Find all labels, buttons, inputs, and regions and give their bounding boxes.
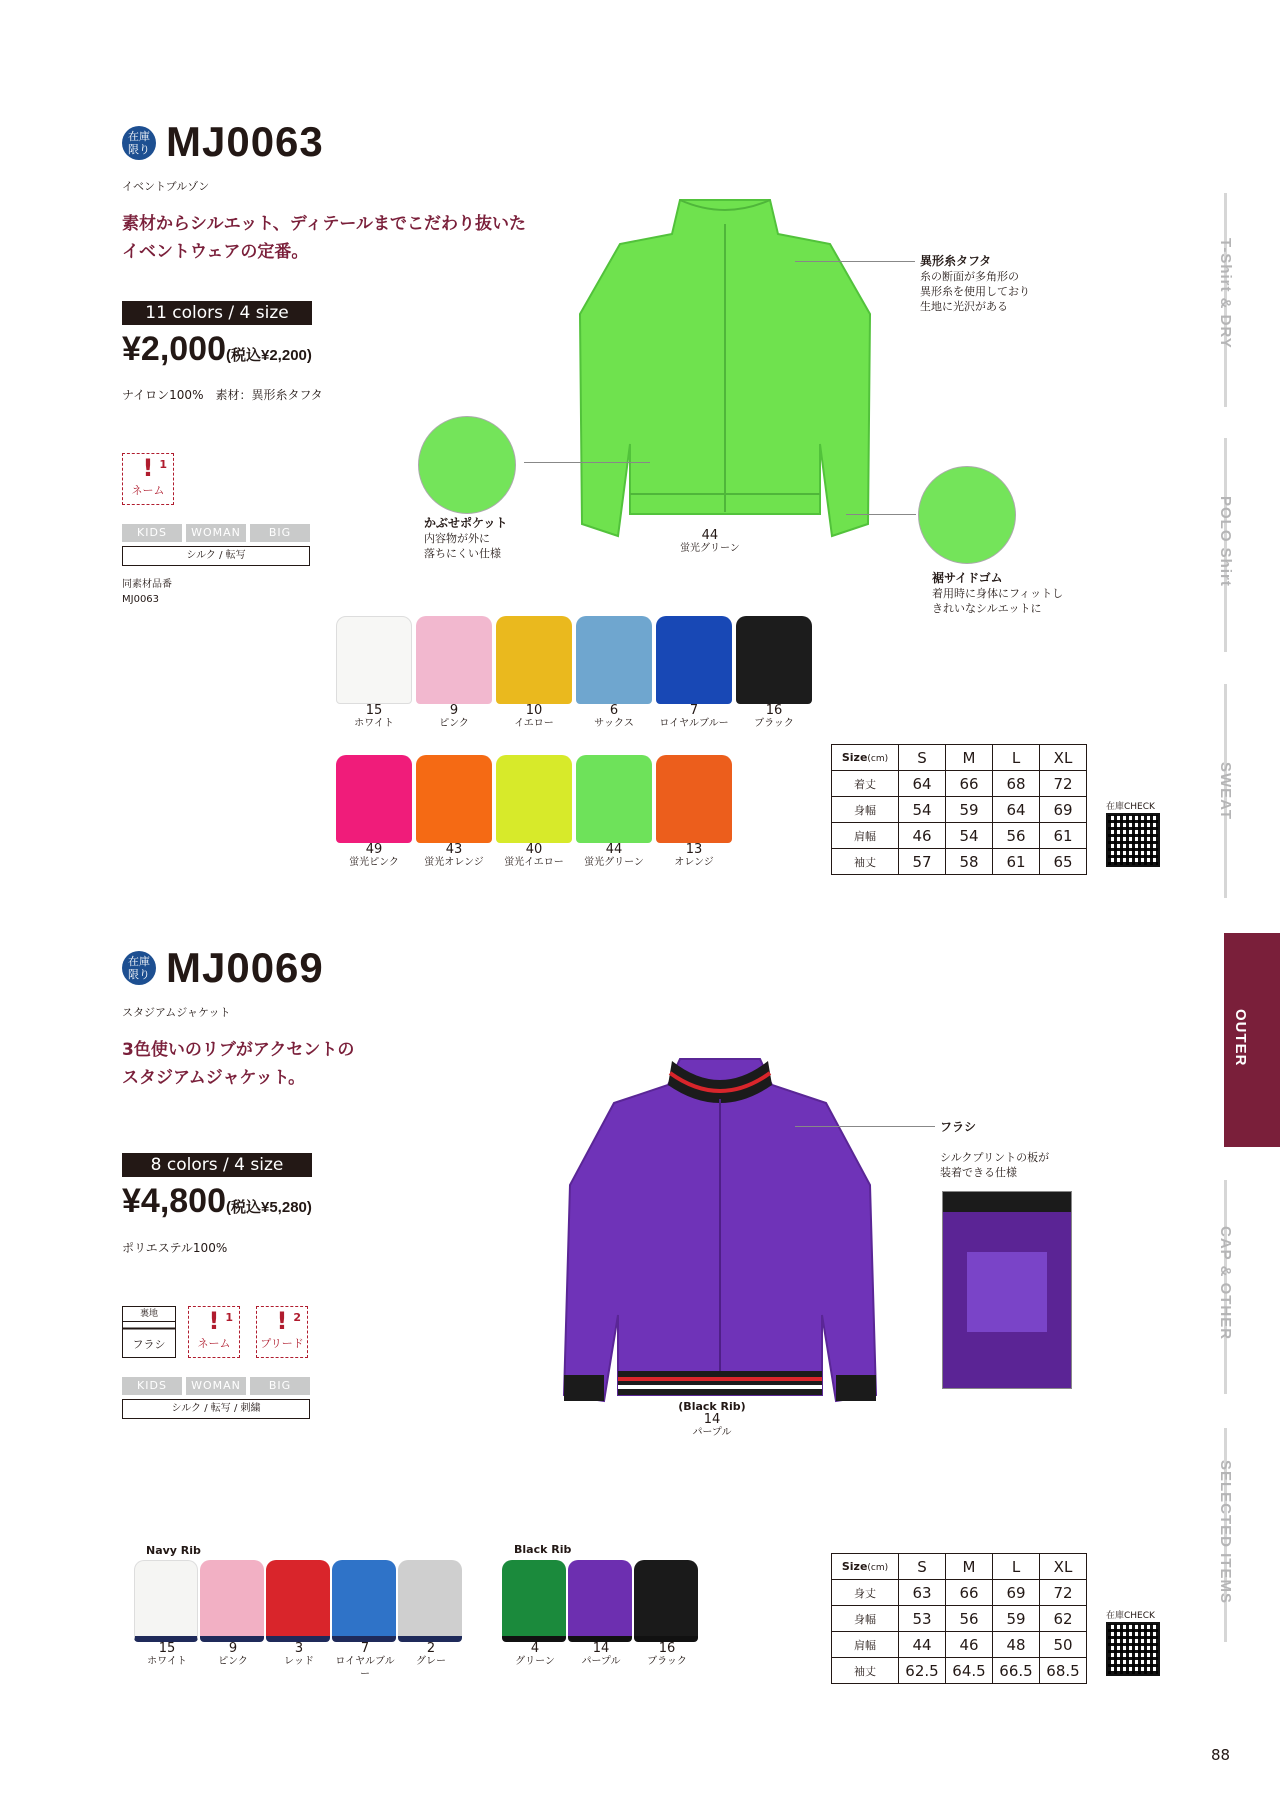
- leader-line: [846, 514, 916, 515]
- size-col: S: [899, 1554, 946, 1580]
- swatch-num: 6: [609, 703, 619, 718]
- name-tag-icon: ! 1 ネーム: [188, 1306, 240, 1358]
- jacket-thumbnail: [200, 1560, 264, 1642]
- main-color-num: 44: [701, 528, 719, 543]
- size-table-row: [832, 1606, 1087, 1632]
- stock-limited-badge: [122, 951, 156, 985]
- cell: 64: [899, 771, 946, 797]
- size-col: XL: [1040, 1554, 1087, 1580]
- swatch-name: グリーン: [515, 1656, 555, 1667]
- icon-num: 1: [225, 1311, 233, 1324]
- callout-line: 落ちにくい仕様: [424, 547, 501, 560]
- product-name: スタジアムジャケット: [122, 1006, 231, 1019]
- pleat-icon: ! 2 プリード: [256, 1306, 308, 1358]
- color-swatches-row-2: [336, 755, 732, 869]
- cell: 59: [993, 1606, 1040, 1632]
- jacket-thumbnail: [266, 1560, 330, 1642]
- tag-woman: WOMAN: [186, 524, 246, 542]
- swatch-name: ブラック: [754, 718, 794, 729]
- catch-line-2: スタジアムジャケット。: [122, 1068, 306, 1088]
- color-swatch: [576, 755, 652, 869]
- size-table-row: [832, 797, 1087, 823]
- swatch-num: 15: [365, 703, 383, 718]
- swatch-num: 16: [765, 703, 783, 718]
- cell: 50: [1040, 1632, 1087, 1658]
- swatch-num: 2: [426, 1641, 436, 1656]
- size-label: Size: [841, 751, 868, 764]
- leader-line: [524, 462, 650, 463]
- main-jacket-green: [570, 194, 880, 546]
- swatch-name: グレー: [416, 1656, 446, 1667]
- cell: 48: [993, 1632, 1040, 1658]
- size-tags: [122, 1377, 310, 1395]
- size-table-header: [832, 1554, 1087, 1580]
- row-label: 肩幅: [832, 823, 899, 849]
- icon-label: プリード: [260, 1337, 304, 1350]
- collar-shape: [943, 1192, 1071, 1212]
- jacket-thumbnail: [416, 616, 492, 704]
- sidebar-item-outer-active[interactable]: [1224, 933, 1280, 1147]
- jacket-thumbnail: [634, 1560, 698, 1642]
- price-value: ¥4,800: [122, 1182, 226, 1220]
- swatch-name: サックス: [594, 718, 634, 729]
- swatch-name: 蛍光オレンジ: [424, 857, 484, 868]
- callout-line: 異形糸を使用しており: [920, 285, 1030, 298]
- swatch-name: ブラック: [647, 1656, 687, 1667]
- tag-big: BIG: [250, 524, 310, 542]
- swatch-name: ピンク: [439, 718, 469, 729]
- swatch-num: 14: [592, 1641, 610, 1656]
- product-code: MJ0063: [166, 118, 324, 165]
- swatch-name: ホワイト: [354, 718, 394, 729]
- material: ポリエステル100%: [122, 1241, 228, 1255]
- jacket-thumbnail: [656, 616, 732, 704]
- catch-line-1: 素材からシルエット、ディテールまでこだわり抜いた: [122, 214, 527, 234]
- swatch-name: 蛍光グリーン: [584, 857, 644, 868]
- callout-line: 装着できる仕様: [940, 1166, 1017, 1179]
- cell: 69: [1040, 797, 1087, 823]
- cell: 64.5: [946, 1658, 993, 1684]
- cell: 56: [946, 1606, 993, 1632]
- inner-panel-shape: [967, 1252, 1047, 1332]
- swatch-name: ホワイト: [147, 1656, 187, 1667]
- callout-line: 糸の断面が多角形の: [920, 270, 1019, 283]
- color-swatch: [736, 616, 812, 730]
- jacket-thumbnail: [736, 616, 812, 704]
- sidebar-item-polo[interactable]: POLO Shirt: [1217, 496, 1234, 587]
- sidebar-item-label: OUTER: [1232, 1009, 1249, 1067]
- main-color-name: パープル: [692, 1427, 732, 1438]
- cell: 66: [946, 1580, 993, 1606]
- callout-line: シルクプリントの板が: [940, 1151, 1050, 1164]
- lining-top: 裏地: [123, 1307, 175, 1322]
- jacket-thumbnail: [416, 755, 492, 843]
- swatch-name: パープル: [581, 1656, 621, 1667]
- swatch-name: 蛍光ピンク: [349, 857, 399, 868]
- size-col: L: [993, 745, 1040, 771]
- cell: 58: [946, 849, 993, 875]
- size-table-header: [832, 745, 1087, 771]
- swatch-num: 15: [158, 1641, 176, 1656]
- size-table: [831, 744, 1087, 875]
- swatch-num: 9: [228, 1641, 238, 1656]
- swatch-num: 13: [685, 842, 703, 857]
- product-name: イベントブルゾン: [122, 180, 210, 193]
- color-swatch: [200, 1560, 266, 1681]
- callout-flashi: [940, 1120, 1049, 1180]
- cell: 66.5: [993, 1658, 1040, 1684]
- color-swatch: [496, 616, 572, 730]
- colors-size-bar: 8 colors / 4 size: [122, 1153, 312, 1177]
- cell: 62.5: [899, 1658, 946, 1684]
- callout-line: 生地に光沢がある: [920, 300, 1008, 313]
- cell: 72: [1040, 1580, 1087, 1606]
- cell: 54: [946, 823, 993, 849]
- swatch-name: ロイヤルブルー: [335, 1656, 395, 1680]
- jacket-thumbnail: [568, 1560, 632, 1642]
- tag-big: BIG: [250, 1377, 310, 1395]
- main-color-caption: [680, 529, 740, 555]
- navy-rib-label: Navy Rib: [146, 1544, 201, 1557]
- swatch-name: イエロー: [514, 718, 554, 729]
- same-material: [122, 577, 172, 607]
- row-label: 肩幅: [832, 1632, 899, 1658]
- color-swatch: [332, 1560, 398, 1681]
- price: [122, 330, 312, 369]
- catch-copy: [122, 210, 526, 266]
- sidebar-item-cap[interactable]: CAP & OTHER: [1217, 1226, 1234, 1341]
- size-label: Size: [841, 1560, 868, 1573]
- colors-size-bar: 11 colors / 4 size: [122, 301, 312, 325]
- stock-check-label: 在庫CHECK: [1106, 802, 1155, 812]
- cell: 72: [1040, 771, 1087, 797]
- cell: 46: [946, 1632, 993, 1658]
- callout-title: 異形糸タフタ: [920, 254, 992, 268]
- swatch-num: 10: [525, 703, 543, 718]
- tag-woman: WOMAN: [186, 1377, 246, 1395]
- same-material-code: MJ0063: [122, 594, 160, 605]
- badge-line-1: 在庫: [128, 130, 150, 143]
- size-col: L: [993, 1554, 1040, 1580]
- print-methods: シルク / 転写: [122, 546, 310, 566]
- size-col: XL: [1040, 745, 1087, 771]
- cell: 57: [899, 849, 946, 875]
- cell: 62: [1040, 1606, 1087, 1632]
- cell: 56: [993, 823, 1040, 849]
- row-label: 身幅: [832, 797, 899, 823]
- row-label: 袖丈: [832, 1658, 899, 1684]
- swatch-name: 蛍光イエロー: [504, 857, 564, 868]
- row-label: 袖丈: [832, 849, 899, 875]
- size-col: M: [946, 1554, 993, 1580]
- swatch-num: 7: [360, 1641, 370, 1656]
- swatch-name: ロイヤルブルー: [659, 718, 729, 729]
- badge-line-2: 限り: [128, 968, 150, 981]
- main-color-caption: [672, 1400, 752, 1439]
- size-table-row: [832, 849, 1087, 875]
- cell: 44: [899, 1632, 946, 1658]
- size-table-row: [832, 1580, 1087, 1606]
- lining-icon: [122, 1306, 176, 1358]
- callout-title: かぶせポケット: [424, 516, 508, 530]
- name-tag-icon: ! 1 ネーム: [122, 453, 174, 505]
- color-swatch: [266, 1560, 332, 1681]
- swatch-num: 49: [365, 842, 383, 857]
- jacket-thumbnail: [336, 616, 412, 704]
- page-number: 88: [1211, 1746, 1231, 1764]
- size-col: M: [946, 745, 993, 771]
- color-swatch: [416, 616, 492, 730]
- lining-detail-image: [942, 1191, 1072, 1389]
- icon-num: 2: [293, 1311, 301, 1324]
- row-label: 身幅: [832, 1606, 899, 1632]
- callout-pocket: [424, 516, 507, 561]
- size-table-row: [832, 1658, 1087, 1684]
- jacket-thumbnail: [496, 616, 572, 704]
- main-jacket-purple: [560, 1055, 880, 1407]
- lining-label: フラシ: [132, 1338, 166, 1351]
- color-swatch: [656, 616, 732, 730]
- catch-copy: [122, 1036, 354, 1092]
- cell: 69: [993, 1580, 1040, 1606]
- color-swatch: [496, 755, 572, 869]
- jacket-thumbnail: [336, 755, 412, 843]
- callout-line: 内容物が外に: [424, 532, 490, 545]
- color-swatch: [576, 616, 652, 730]
- tag-kids: KIDS: [122, 524, 182, 542]
- hem-detail-image: [918, 466, 1016, 564]
- color-swatch: [416, 755, 492, 869]
- badge-line-2: 限り: [128, 143, 150, 156]
- callout-line: 着用時に身体にフィットし: [932, 587, 1064, 600]
- swatch-num: 3: [294, 1641, 304, 1656]
- leader-line: [795, 1126, 935, 1127]
- icon-label: ネーム: [197, 1337, 231, 1350]
- product-code: MJ0069: [166, 944, 324, 991]
- main-color-num: 14: [703, 1412, 721, 1427]
- black-rib-swatches: [502, 1560, 700, 1668]
- main-color-name: 蛍光グリーン: [680, 543, 740, 554]
- stock-check-label: 在庫CHECK: [1106, 1611, 1155, 1621]
- stock-limited-badge: [122, 126, 156, 160]
- tag-kids: KIDS: [122, 1377, 182, 1395]
- swatch-num: 7: [689, 703, 699, 718]
- swatch-name: レッド: [284, 1656, 314, 1667]
- cell: 63: [899, 1580, 946, 1606]
- color-swatch: [336, 616, 412, 730]
- swatch-num: 44: [605, 842, 623, 857]
- cell: 59: [946, 797, 993, 823]
- leader-line: [795, 261, 915, 262]
- callout-hem: [932, 571, 1063, 616]
- qr-code-icon[interactable]: [1106, 1622, 1160, 1676]
- cell: 66: [946, 771, 993, 797]
- size-header-label: [832, 1554, 899, 1580]
- icon-num: 1: [159, 458, 167, 471]
- same-material-label: 同素材品番: [122, 579, 172, 590]
- swatch-num: 16: [658, 1641, 676, 1656]
- swatch-name: ピンク: [218, 1656, 248, 1667]
- material: ナイロン100% 素材：異形糸タフタ: [122, 388, 323, 402]
- jacket-thumbnail: [496, 755, 572, 843]
- size-col: S: [899, 745, 946, 771]
- size-table: [831, 1553, 1087, 1684]
- jacket-thumbnail: [576, 755, 652, 843]
- price-tax: (税込¥2,200): [226, 347, 312, 364]
- size-table-row: [832, 1632, 1087, 1658]
- size-header-label: [832, 745, 899, 771]
- color-swatch: [634, 1560, 700, 1668]
- unit-label: (cm): [867, 754, 889, 764]
- jacket-thumbnail: [398, 1560, 462, 1642]
- black-rib-label: Black Rib: [514, 1543, 572, 1556]
- catch-line-1: 3色使いのリブがアクセントの: [122, 1040, 355, 1060]
- price-tax: (税込¥5,280): [226, 1199, 312, 1216]
- cell: 68: [993, 771, 1040, 797]
- main-rib-label: (Black Rib): [678, 1400, 746, 1413]
- size-table-row: [832, 771, 1087, 797]
- jacket-thumbnail: [502, 1560, 566, 1642]
- color-swatches-row-1: [336, 616, 812, 730]
- lining-wave-icon: [123, 1322, 175, 1336]
- color-swatch: [568, 1560, 634, 1668]
- catch-line-2: イベントウェアの定番。: [122, 242, 309, 262]
- color-swatch: [336, 755, 412, 869]
- navy-rib-swatches: [134, 1560, 464, 1681]
- sidebar-item-selected[interactable]: SELECTED ITEMS: [1217, 1460, 1234, 1605]
- row-label: 身丈: [832, 1580, 899, 1606]
- jacket-thumbnail: [656, 755, 732, 843]
- swatch-num: 4: [530, 1641, 540, 1656]
- callout-line: きれいなシルエットに: [932, 602, 1042, 615]
- price-value: ¥2,000: [122, 330, 226, 368]
- callout-title: フラシ: [940, 1120, 977, 1134]
- color-swatch: [134, 1560, 200, 1681]
- sidebar-item-sweat[interactable]: SWEAT: [1217, 762, 1234, 821]
- qr-code-icon[interactable]: [1106, 813, 1160, 867]
- cell: 46: [899, 823, 946, 849]
- swatch-num: 9: [449, 703, 459, 718]
- price: [122, 1182, 312, 1221]
- size-tags: [122, 524, 310, 542]
- color-swatch: [656, 755, 732, 869]
- row-label: 着丈: [832, 771, 899, 797]
- cell: 65: [1040, 849, 1087, 875]
- print-methods: シルク / 転写 / 刺繍: [122, 1399, 310, 1419]
- size-table-row: [832, 823, 1087, 849]
- jacket-thumbnail: [332, 1560, 396, 1642]
- jacket-thumbnail: [134, 1560, 198, 1642]
- cell: 64: [993, 797, 1040, 823]
- badge-line-1: 在庫: [128, 955, 150, 968]
- cell: 53: [899, 1606, 946, 1632]
- swatch-num: 43: [445, 842, 463, 857]
- pocket-detail-image: [418, 416, 516, 514]
- callout-title: 裾サイドゴム: [932, 571, 1003, 585]
- color-swatch: [502, 1560, 568, 1668]
- cell: 54: [899, 797, 946, 823]
- swatch-name: オレンジ: [674, 857, 714, 868]
- unit-label: (cm): [867, 1563, 889, 1573]
- color-swatch: [398, 1560, 464, 1681]
- cell: 68.5: [1040, 1658, 1087, 1684]
- swatch-num: 40: [525, 842, 543, 857]
- cell: 61: [993, 849, 1040, 875]
- icon-label: ネーム: [131, 484, 165, 497]
- cell: 61: [1040, 823, 1087, 849]
- jacket-thumbnail: [576, 616, 652, 704]
- callout-taffeta: [920, 254, 1030, 314]
- sidebar-item-tshirt[interactable]: T-Shirt & DRY: [1217, 238, 1234, 349]
